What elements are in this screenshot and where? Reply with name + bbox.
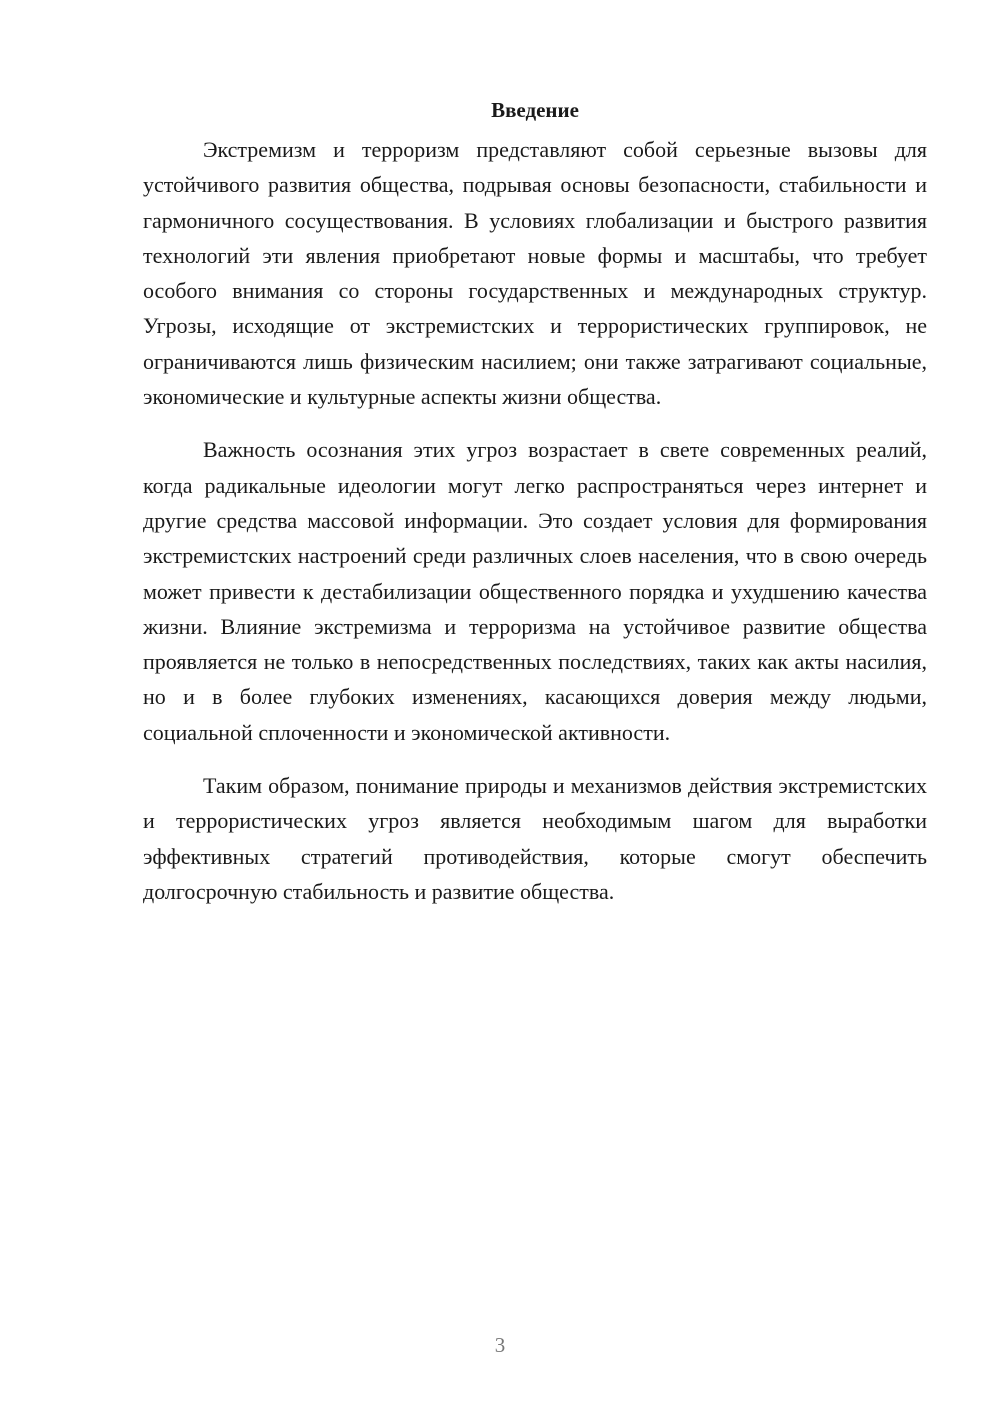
- paragraph-3: Таким образом, понимание природы и механизмов действия экстремистских и террористических угроз является необходимым шагом для выработки эффективных стратегий противодействия, которые смогут обеспечить долгосрочную стабильность и развитие общества.: [143, 773, 927, 904]
- page-number: 3: [494, 1333, 506, 1357]
- document-page: [143, 92, 927, 927]
- paragraph-1: Экстремизм и терроризм представляют собой серьезные вызовы для устойчивого развития общества, подрывая основы безопасности, стабильности и гармоничного сосуществования. В условиях глобализации и быстрого развития технологий эти явления приобретают новые формы и масштабы, что требует особого внимания со стороны государственных и международных структур. Угрозы, исходящие от экстремистских и террористических группировок, не ограничиваются лишь физическим насилием; они также затрагивают социальные, экономические и культурные аспекты жизни общества.: [143, 137, 927, 410]
- paragraph-2: Важность осознания этих угроз возрастает в свете современных реалий, когда радикальные идеологии могут легко распространяться через интернет и другие средства массовой информации. Это создает условия для формирования экстремистских настроений среди различных слоев населения, что в свою очередь может привести к дестабилизации общественного порядка и ухудшению качества жизни. Влияние экстремизма и терроризма на устойчивое развитие общества проявляется не только в непосредственных последствиях, таких как акты насилия, но и в более глубоких изменениях, касающихся доверия между людьми, социальной сплоченности и экономической активности.: [143, 437, 927, 745]
- section-heading: Введение: [491, 98, 579, 122]
